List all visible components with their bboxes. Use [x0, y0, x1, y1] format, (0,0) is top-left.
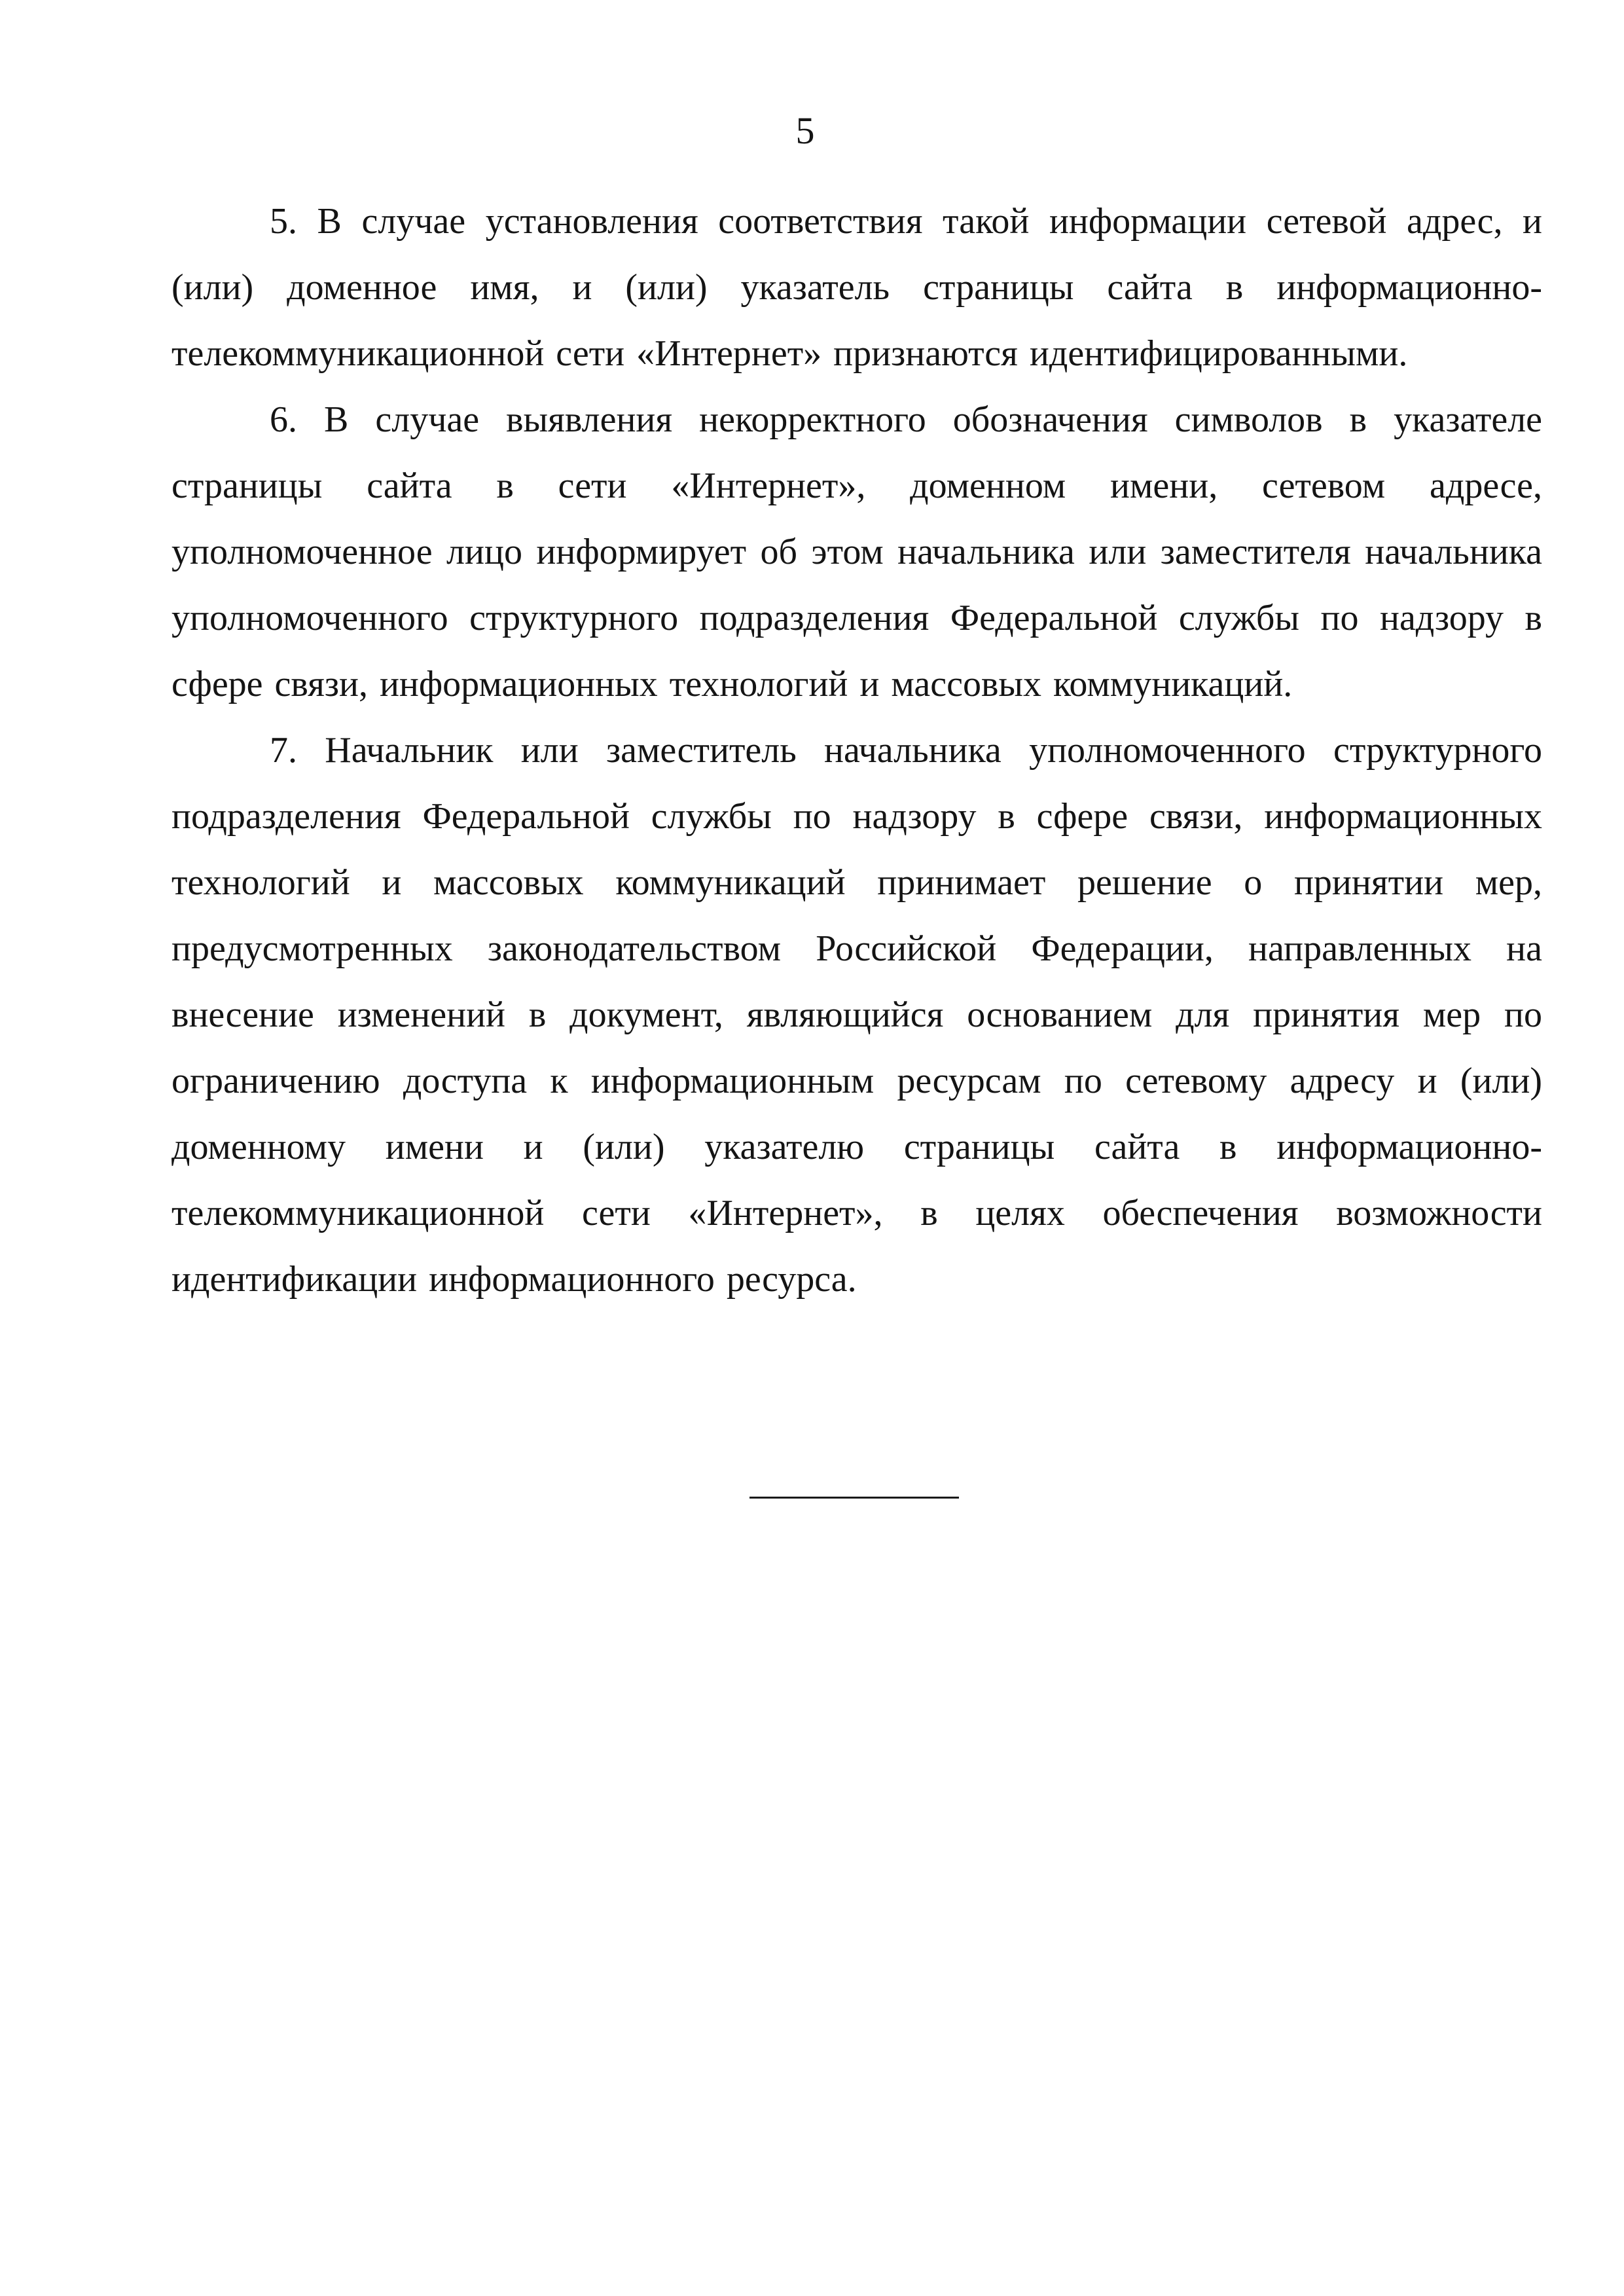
paragraph-5: 5. В случае установления соответствия такой информации сетевой адрес, и (или) доменное имя, и (или) указатель страницы сайта в информационно-телекоммуникационной сети «Интернет» признаются идентифицированными. — [171, 201, 1542, 374]
paragraph-7: 7. Начальник или заместитель начальника уполномоченного структурного подразделения Федеральной службы по надзору в сфере связи, информационных технологий и массовых коммуникаций принимает решение о принятии мер, предусмотренных законодательством Российской Федерации, направленных на внесение изменений в документ, являющийся основанием для принятия мер по ограничению доступа к информационным ресурсам по сетевому адресу и (или) доменному имени и (или) указателю страницы сайта в информационно-телекоммуникационной сети «Интернет», в целях обеспечения возможности идентификации информационного ресурса. — [171, 730, 1542, 1300]
document-body — [171, 189, 1542, 1313]
end-separator-line — [749, 1497, 959, 1499]
page-number: 5 — [795, 109, 815, 152]
paragraph-6: 6. В случае выявления некорректного обозначения символов в указателе страницы сайта в сети «Интернет», доменном имени, сетевом адресе, уполномоченное лицо информирует об этом начальника или заместителя начальника уполномоченного структурного подразделения Федеральной службы по надзору в сфере связи, информационных технологий и массовых коммуникаций. — [171, 399, 1542, 704]
